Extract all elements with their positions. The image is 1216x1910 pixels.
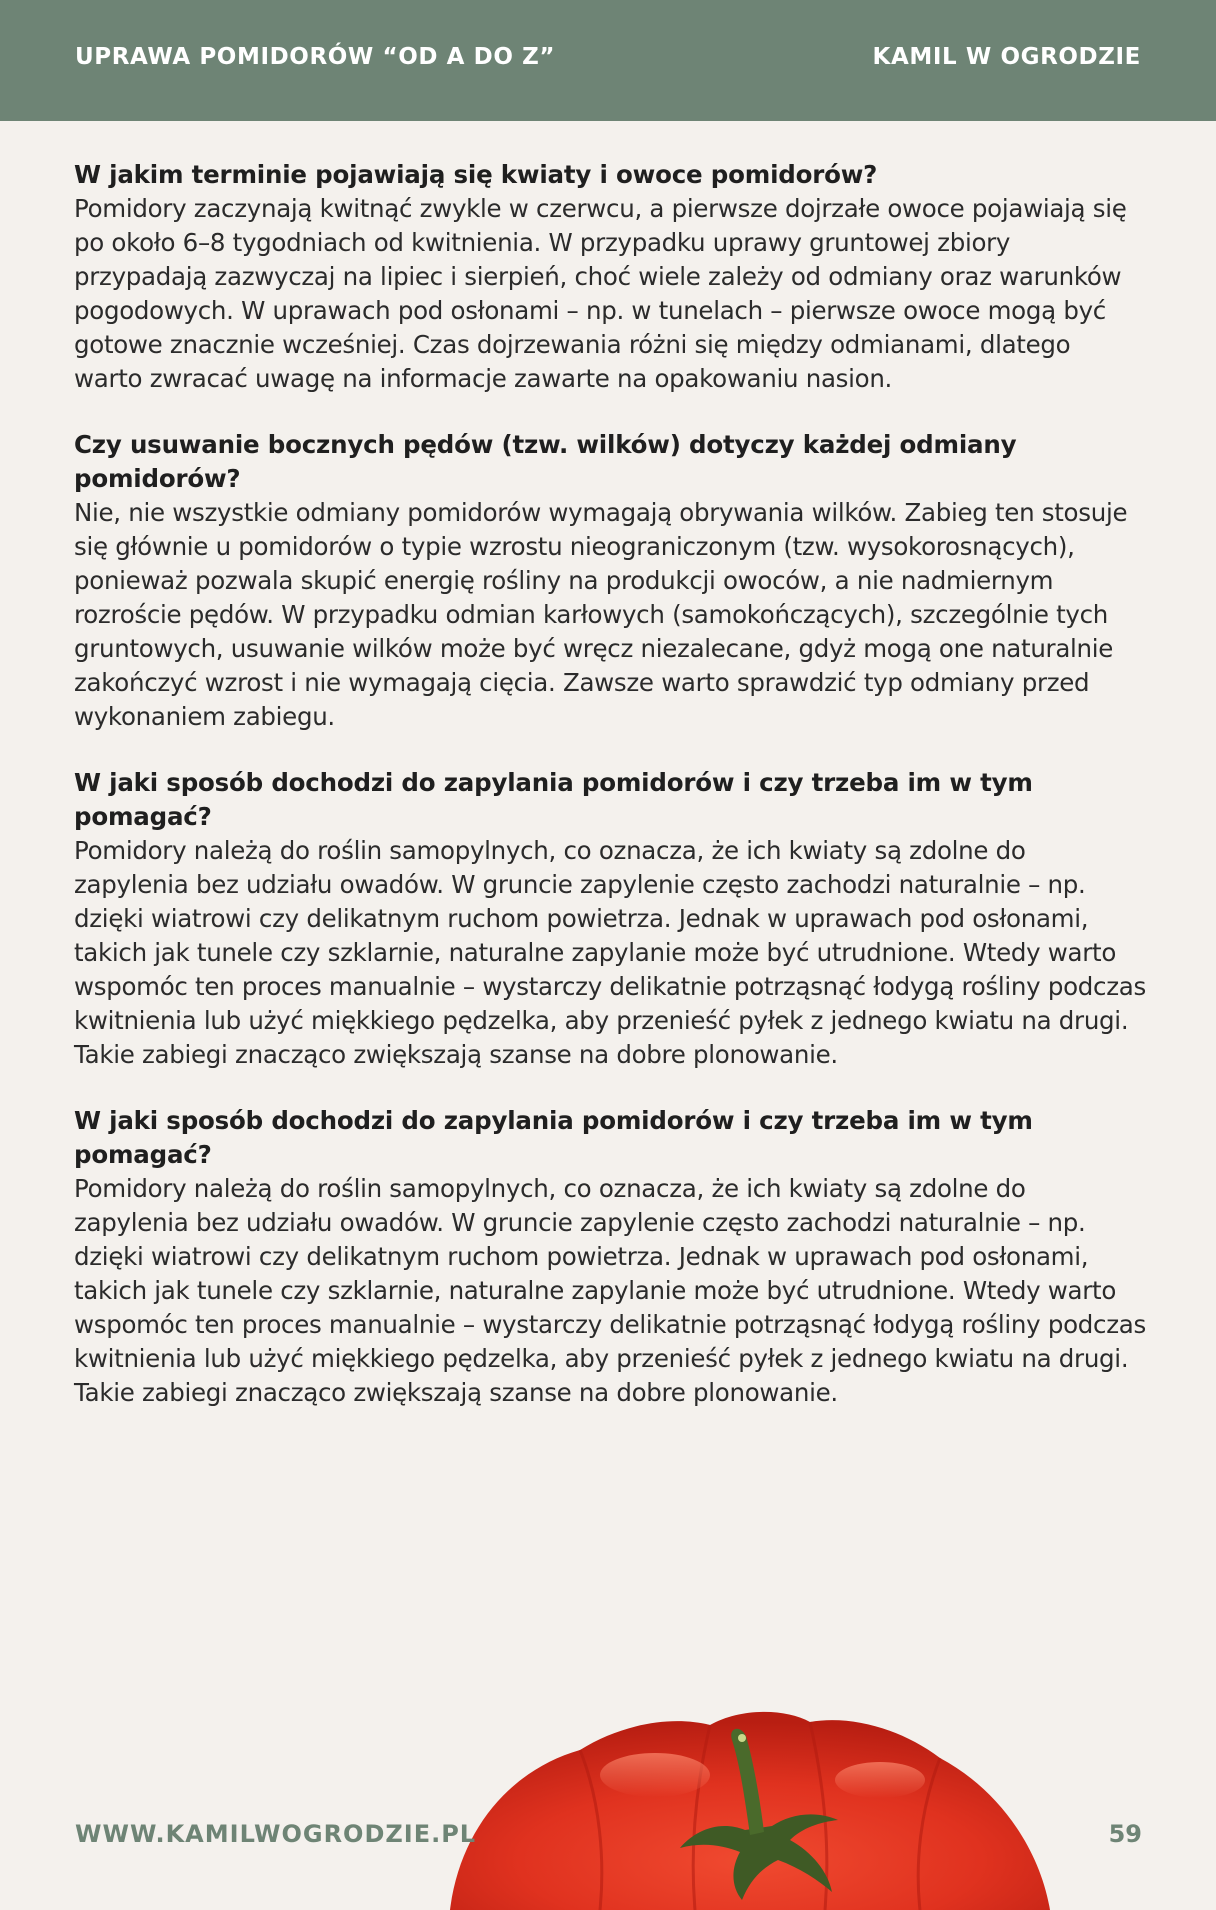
section-question: W jaki sposób dochodzi do zapylania pomidorów i czy trzeba im w tym pomagać? <box>74 768 1033 831</box>
document-title: UPRAWA POMIDORÓW “OD A DO Z” <box>75 44 556 70</box>
section-answer: Pomidory należą do roślin samopylnych, co oznacza, że ich kwiaty są zdolne do zapylenia bez udziału owadów. W gruncie zapylenie często zachodzi naturalnie – np. dzięki wiatrowi czy delikatnym ruchom powietrza. Jednak w uprawach pod osłonami, takich jak tunele czy szklarnie, naturalne zapylanie może być utrudnione. Wtedy warto wspomóc ten proces manualnie – wystarczy delikatnie potrząsnąć łodygą rośliny podczas kwitnienia lub użyć miękkiego pędzelka, aby przenieść pyłek z jednego kwiatu na drugi. Takie zabiegi znacząco zwiększają szanse na dobre plonowanie. <box>74 1174 1146 1407</box>
qa-section <box>74 1104 1146 1410</box>
author-name: KAMIL W OGRODZIE <box>872 44 1141 70</box>
section-question: W jakim terminie pojawiają się kwiaty i owoce pomidorów? <box>74 160 878 189</box>
page-content <box>74 158 1146 1442</box>
footer-website: WWW.KAMILWOGRODZIE.PL <box>75 1820 477 1848</box>
page-number: 59 <box>1108 1820 1142 1848</box>
page-header <box>0 0 1216 121</box>
section-question: Czy usuwanie bocznych pędów (tzw. wilków) dotyczy każdej odmiany pomidorów? <box>74 430 1017 493</box>
section-question: W jaki sposób dochodzi do zapylania pomidorów i czy trzeba im w tym pomagać? <box>74 1106 1033 1169</box>
qa-section <box>74 158 1146 396</box>
section-answer: Nie, nie wszystkie odmiany pomidorów wymagają obrywania wilków. Zabieg ten stosuje się głównie u pomidorów o typie wzrostu nieograniczonym (tzw. wysokorosnących), ponieważ pozwala skupić energię rośliny na produkcji owoców, a nie nadmiernym rozroście pędów. W przypadku odmian karłowych (samokończących), szczególnie tych gruntowych, usuwanie wilków może być wręcz niezalecane, gdyż mogą one naturalnie zakończyć wzrost i nie wymagają cięcia. Zawsze warto sprawdzić typ odmiany przed wykonaniem zabiegu. <box>74 498 1128 731</box>
tomato-illustration <box>440 1680 1060 1910</box>
section-answer: Pomidory zaczynają kwitnąć zwykle w czerwcu, a pierwsze dojrzałe owoce pojawiają się po około 6–8 tygodniach od kwitnienia. W przypadku uprawy gruntowej zbiory przypadają zazwyczaj na lipiec i sierpień, choć wiele zależy od odmiany oraz warunków pogodowych. W uprawach pod osłonami – np. w tunelach – pierwsze owoce mogą być gotowe znacznie wcześniej. Czas dojrzewania różni się między odmianami, dlatego warto zwracać uwagę na informacje zawarte na opakowaniu nasion. <box>74 194 1127 393</box>
section-answer: Pomidory należą do roślin samopylnych, co oznacza, że ich kwiaty są zdolne do zapylenia bez udziału owadów. W gruncie zapylenie często zachodzi naturalnie – np. dzięki wiatrowi czy delikatnym ruchom powietrza. Jednak w uprawach pod osłonami, takich jak tunele czy szklarnie, naturalne zapylanie może być utrudnione. Wtedy warto wspomóc ten proces manualnie – wystarczy delikatnie potrząsnąć łodygą rośliny podczas kwitnienia lub użyć miękkiego pędzelka, aby przenieść pyłek z jednego kwiatu na drugi. Takie zabiegi znacząco zwiększają szanse na dobre plonowanie. <box>74 836 1146 1069</box>
qa-section <box>74 766 1146 1072</box>
qa-section <box>74 428 1146 734</box>
